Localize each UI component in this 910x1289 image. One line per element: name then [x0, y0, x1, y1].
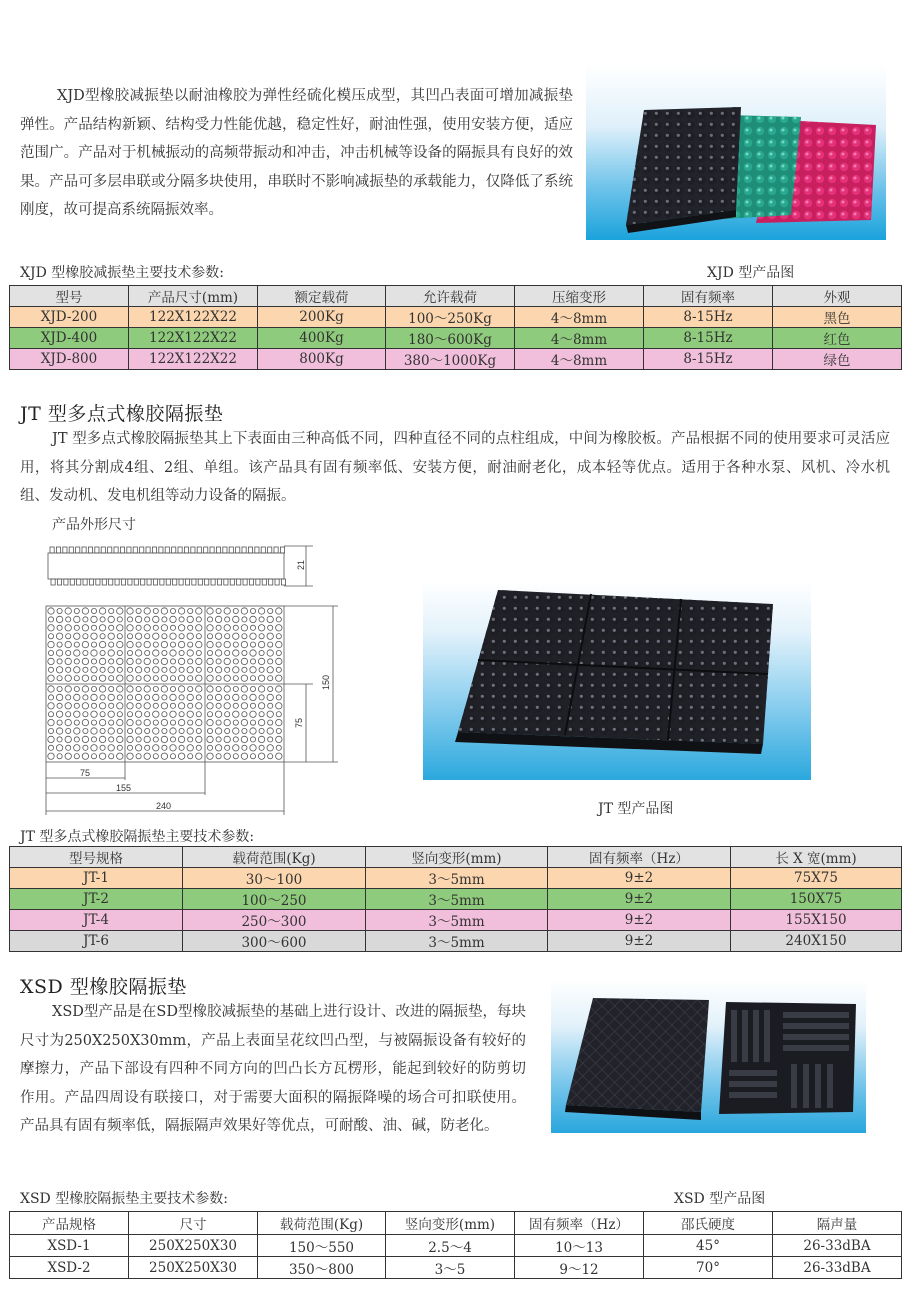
- table-cell: 350～800: [258, 1257, 386, 1279]
- xsd-product-photo: [551, 980, 866, 1133]
- table-header-row: [10, 1212, 902, 1235]
- table-row: [10, 889, 902, 910]
- profile-bump: [160, 579, 164, 585]
- profile-bump: [281, 579, 285, 585]
- profile-bump: [192, 579, 196, 585]
- profile-bump: [147, 579, 151, 585]
- table-row: [10, 910, 902, 931]
- xsd-table-title: XSD 型橡胶隔振垫主要技术参数:: [20, 1191, 228, 1207]
- jt-product-photo: [423, 582, 811, 780]
- profile-bump: [275, 579, 279, 585]
- table-cell: 2.5～4: [386, 1235, 515, 1257]
- profile-bump: [172, 547, 176, 553]
- xsd-photo-caption: XSD 型产品图: [674, 1191, 766, 1207]
- jt-dimension-drawing: [38, 540, 348, 820]
- xsd-pads-illustration: [551, 980, 866, 1133]
- profile-bump: [133, 547, 137, 553]
- profile-bump: [141, 579, 145, 585]
- xsd-intro: XSD型产品是在SD型橡胶减振垫的基础上进行设计、改进的隔振垫，每块尺寸为250X250X30mm，产品上表面呈花纹凹凸型，与被隔振设备有较好的摩擦力，产品下部设有四种不同方向的凹凸长方瓦楞形，能起到较好的防剪切作用。产品四周设有联接口，对于需要大面积的隔振降噪的场合可扣联使用。产品具有固有频率低，隔振隔声效果好等优点，可耐酸、油、碱，防老化。: [20, 1004, 526, 1134]
- jt-photo-caption: JT 型产品图: [598, 801, 674, 817]
- table-cell: XJD-800: [10, 349, 129, 370]
- profile-bump: [146, 547, 150, 553]
- xjd-table-title: XJD 型橡胶减振垫主要技术参数:: [20, 265, 224, 281]
- header-cell: 载荷范围(Kg): [183, 847, 366, 868]
- table-cell: 绿色: [773, 349, 902, 370]
- header-cell: 固有频率（Hz）: [548, 847, 731, 868]
- header-cell: 固有频率: [644, 286, 773, 307]
- profile-bump: [83, 579, 87, 585]
- table-cell: XSD-1: [10, 1235, 129, 1257]
- table-cell: 10～13: [515, 1235, 644, 1257]
- table-cell: 45°: [644, 1235, 773, 1257]
- jt-drawing-title: 产品外形尺寸: [52, 517, 136, 533]
- table-cell: JT-6: [10, 931, 183, 952]
- table-cell: 4～8mm: [515, 307, 644, 328]
- profile-bump: [51, 579, 55, 585]
- profile-bump: [261, 547, 265, 553]
- profile-bump: [114, 547, 118, 553]
- profile-bump: [269, 579, 273, 585]
- table-row: [10, 328, 902, 349]
- profile-bump: [224, 579, 228, 585]
- table-cell: 9～12: [515, 1257, 644, 1279]
- dim-label-w1: 75: [80, 768, 91, 778]
- table-cell: 75X75: [731, 868, 902, 889]
- header-cell: 邵氏硬度: [644, 1212, 773, 1235]
- profile-bump: [197, 547, 201, 553]
- header-cell: 压缩变形: [515, 286, 644, 307]
- profile-bump: [236, 547, 240, 553]
- profile-bump: [134, 579, 138, 585]
- table-cell: 155X150: [731, 910, 902, 931]
- profile-bump: [178, 547, 182, 553]
- table-cell: 8-15Hz: [644, 307, 773, 328]
- table-cell: 100～250Kg: [386, 307, 515, 328]
- table-cell: 150～550: [258, 1235, 386, 1257]
- dim-label-height: 21: [296, 559, 306, 570]
- table-cell: 180～600Kg: [386, 328, 515, 349]
- header-cell: 额定载荷: [258, 286, 386, 307]
- profile-bump: [77, 579, 81, 585]
- header-cell: 竖向变形(mm): [366, 847, 548, 868]
- table-cell: 3～5mm: [366, 889, 548, 910]
- table-cell: 3～5: [386, 1257, 515, 1279]
- profile-bump: [185, 579, 189, 585]
- table-cell: 240X150: [731, 931, 902, 952]
- profile-bump: [256, 579, 260, 585]
- profile-bump: [184, 547, 188, 553]
- profile-bump: [268, 547, 272, 553]
- profile-bump: [262, 579, 266, 585]
- profile-bump: [109, 579, 113, 585]
- table-cell: 300～600: [183, 931, 366, 952]
- table-cell: JT-1: [10, 868, 183, 889]
- header-cell: 型号规格: [10, 847, 183, 868]
- table-cell: 122X122X22: [129, 307, 258, 328]
- profile-bump: [216, 547, 220, 553]
- profile-bump: [179, 579, 183, 585]
- profile-bump: [88, 547, 92, 553]
- xjd-spec-table: [9, 285, 902, 370]
- dim-label-half-height: 75: [294, 717, 304, 728]
- profile-bump: [230, 579, 234, 585]
- profile-bump: [76, 547, 80, 553]
- profile-bump: [115, 579, 119, 585]
- table-row: [10, 1257, 902, 1279]
- table-cell: 黑色: [773, 307, 902, 328]
- table-cell: 3～5mm: [366, 868, 548, 889]
- table-cell: 4～8mm: [515, 328, 644, 349]
- xjd-intro: XJD型橡胶减振垫以耐油橡胶为弹性经硫化模压成型，其凹凸表面可增加减振垫弹性。产品结构新颖、结构受力性能优越，稳定性好，耐油性强，使用安装方便，适应范围广。产品对于机械振动的高频带振动和冲击，冲击机械等设备的隔振具有良好的效果。产品可多层串联或分隔多块使用，串联时不影响减振垫的承载能力，仅降低了系统刚度，故可提高系统隔振效率。: [20, 88, 573, 218]
- table-cell: 70°: [644, 1257, 773, 1279]
- jt-intro: JT 型多点式橡胶隔振垫其上下表面由三种高低不同，四种直径不同的点柱组成，中间为橡胶板。产品根据不同的使用要求可灵活应用，将其分割成4组、2组、单组。该产品具有固有频率低、安装方便，耐油耐老化，成本轻等优点。适用于各种水泵、风机、冷水机组、发动机、发电机组等动力设备的隔振。: [20, 431, 890, 504]
- jt-heading: JT 型多点式橡胶隔振垫: [20, 403, 224, 425]
- table-cell: 150X75: [731, 889, 902, 910]
- profile-bump: [159, 547, 163, 553]
- profile-bump: [89, 579, 93, 585]
- jt-pad-illustration: [423, 582, 811, 780]
- table-cell: 26-33dBA: [773, 1235, 902, 1257]
- profile-bump: [128, 579, 132, 585]
- profile-bump: [248, 547, 252, 553]
- jt-table-title: JT 型多点式橡胶隔振垫主要技术参数:: [20, 829, 255, 845]
- profile-bump: [255, 547, 259, 553]
- table-cell: XJD-400: [10, 328, 129, 349]
- table-cell: 4～8mm: [515, 349, 644, 370]
- table-row: [10, 931, 902, 952]
- header-cell: 产品规格: [10, 1212, 129, 1235]
- header-cell: 长 X 宽(mm): [731, 847, 902, 868]
- profile-bump: [274, 547, 278, 553]
- table-cell: XSD-2: [10, 1257, 129, 1279]
- table-cell: 红色: [773, 328, 902, 349]
- header-cell: 隔声量: [773, 1212, 902, 1235]
- table-cell: 3～5mm: [366, 931, 548, 952]
- header-cell: 尺寸: [129, 1212, 258, 1235]
- table-header-row: [10, 847, 902, 868]
- dim-label-total-height: 150: [321, 674, 331, 690]
- profile-bump: [280, 547, 284, 553]
- table-header-row: [10, 286, 902, 307]
- profile-bump: [153, 579, 157, 585]
- header-cell: 产品尺寸(mm): [129, 286, 258, 307]
- xsd-spec-table: [9, 1211, 902, 1279]
- table-cell: 9±2: [548, 931, 731, 952]
- profile-bump: [64, 579, 68, 585]
- header-cell: 允许载荷: [386, 286, 515, 307]
- profile-bump: [211, 579, 215, 585]
- profile-bump: [96, 579, 100, 585]
- table-cell: 100～250: [183, 889, 366, 910]
- profile-bump: [217, 579, 221, 585]
- profile-bump: [152, 547, 156, 553]
- profile-bump: [173, 579, 177, 585]
- table-cell: JT-4: [10, 910, 183, 931]
- profile-bump: [101, 547, 105, 553]
- table-cell: 250～300: [183, 910, 366, 931]
- table-cell: 380～1000Kg: [386, 349, 515, 370]
- profile-bump: [166, 579, 170, 585]
- header-cell: 固有频率（Hz）: [515, 1212, 644, 1235]
- table-cell: 9±2: [548, 910, 731, 931]
- profile-bump: [82, 547, 86, 553]
- dim-label-w2: 155: [116, 783, 132, 793]
- profile-bump: [249, 579, 253, 585]
- header-cell: 外观: [773, 286, 902, 307]
- dim-label-w3: 240: [156, 801, 172, 811]
- table-cell: 30～100: [183, 868, 366, 889]
- table-cell: 250X250X30: [129, 1235, 258, 1257]
- header-cell: 载荷范围(Kg): [258, 1212, 386, 1235]
- table-cell: 3～5mm: [366, 910, 548, 931]
- profile-bump: [63, 547, 67, 553]
- profile-bump: [140, 547, 144, 553]
- table-cell: 8-15Hz: [644, 349, 773, 370]
- profile-bump: [204, 547, 208, 553]
- profile-bump: [108, 547, 112, 553]
- xjd-photo-caption: XJD 型产品图: [707, 265, 795, 281]
- profile-bump: [102, 579, 106, 585]
- profile-bump: [95, 547, 99, 553]
- profile-bump: [243, 579, 247, 585]
- table-row: [10, 1235, 902, 1257]
- profile-bump: [121, 579, 125, 585]
- profile-bump: [210, 547, 214, 553]
- table-cell: 400Kg: [258, 328, 386, 349]
- table-cell: 9±2: [548, 889, 731, 910]
- table-cell: 26-33dBA: [773, 1257, 902, 1279]
- profile-bump: [50, 547, 54, 553]
- profile-bump: [69, 547, 73, 553]
- table-cell: XJD-200: [10, 307, 129, 328]
- table-row: [10, 307, 902, 328]
- table-cell: JT-2: [10, 889, 183, 910]
- profile-bump: [229, 547, 233, 553]
- xsd-heading: XSD 型橡胶隔振垫: [20, 976, 187, 998]
- table-row: [10, 868, 902, 889]
- profile-bump: [70, 579, 74, 585]
- profile-bump: [56, 547, 60, 553]
- profile-bump: [223, 547, 227, 553]
- profile-bump: [57, 579, 61, 585]
- profile-bump: [120, 547, 124, 553]
- table-cell: 8-15Hz: [644, 328, 773, 349]
- header-cell: 竖向变形(mm): [386, 1212, 515, 1235]
- profile-bump: [237, 579, 241, 585]
- table-cell: 250X250X30: [129, 1257, 258, 1279]
- profile-bump: [198, 579, 202, 585]
- profile-bump: [165, 547, 169, 553]
- jt-spec-table: [9, 846, 902, 952]
- table-cell: 9±2: [548, 868, 731, 889]
- profile-bump: [242, 547, 246, 553]
- table-cell: 200Kg: [258, 307, 386, 328]
- header-cell: 型号: [10, 286, 129, 307]
- profile-bump: [127, 547, 131, 553]
- xjd-product-photo: [586, 65, 886, 240]
- profile-bump: [191, 547, 195, 553]
- xjd-pads-illustration: [586, 65, 886, 240]
- table-row: [10, 349, 902, 370]
- profile-bump: [205, 579, 209, 585]
- table-cell: 800Kg: [258, 349, 386, 370]
- table-cell: 122X122X22: [129, 328, 258, 349]
- table-cell: 122X122X22: [129, 349, 258, 370]
